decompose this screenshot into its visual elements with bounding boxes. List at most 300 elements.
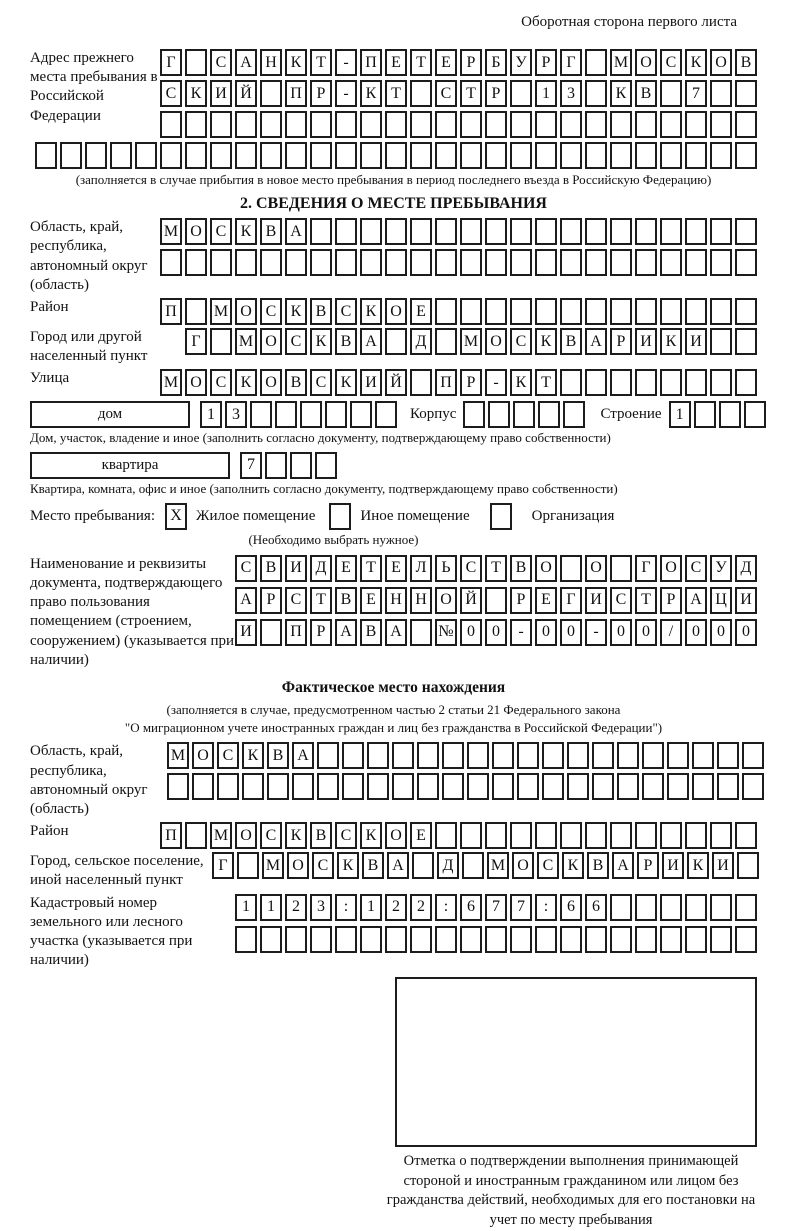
char-box: К xyxy=(510,369,532,396)
char-box: 7 xyxy=(240,452,262,479)
char-box xyxy=(610,822,632,849)
char-box xyxy=(719,401,741,428)
char-box: Р xyxy=(310,619,332,646)
char-box xyxy=(735,80,757,107)
char-box xyxy=(617,742,639,769)
char-box: Г xyxy=(635,555,657,582)
char-box: 7 xyxy=(485,894,507,921)
char-box xyxy=(585,142,607,169)
char-box: Е xyxy=(535,587,557,614)
char-box xyxy=(385,328,407,355)
char-box xyxy=(210,249,232,276)
char-box: О xyxy=(635,49,657,76)
char-box xyxy=(685,298,707,325)
char-box xyxy=(335,111,357,138)
char-box xyxy=(342,742,364,769)
char-box xyxy=(185,142,207,169)
char-box xyxy=(635,822,657,849)
char-box xyxy=(685,822,707,849)
char-box: В xyxy=(362,852,384,879)
char-box xyxy=(585,298,607,325)
region-field xyxy=(30,218,757,295)
prev-address-label: Адрес прежнего места пребывания в Российской Федерации xyxy=(30,50,158,124)
char-box xyxy=(685,142,707,169)
char-box xyxy=(535,926,557,953)
char-box xyxy=(485,926,507,953)
char-box: 0 xyxy=(485,619,507,646)
page-side-note: Оборотная сторона первого листа xyxy=(521,14,737,30)
stay-type-label: Место пребывания: xyxy=(30,507,155,524)
char-box: Й xyxy=(235,80,257,107)
char-box: О xyxy=(235,298,257,325)
char-box xyxy=(325,401,347,428)
char-box xyxy=(210,111,232,138)
char-box xyxy=(610,555,632,582)
char-box xyxy=(560,822,582,849)
char-box xyxy=(463,401,485,428)
char-box: В xyxy=(260,555,282,582)
char-box xyxy=(300,401,322,428)
char-box xyxy=(242,773,264,800)
char-box xyxy=(335,218,357,245)
char-box: Н xyxy=(260,49,282,76)
char-box: В xyxy=(310,298,332,325)
char-box xyxy=(360,111,382,138)
char-box: / xyxy=(660,619,682,646)
document-row-1 xyxy=(235,555,757,582)
char-box xyxy=(510,218,532,245)
char-box xyxy=(560,298,582,325)
char-box: 0 xyxy=(610,619,632,646)
char-box xyxy=(260,249,282,276)
char-box xyxy=(85,142,107,169)
char-box xyxy=(710,369,732,396)
char-box xyxy=(535,822,557,849)
char-box: К xyxy=(360,822,382,849)
char-box xyxy=(435,111,457,138)
char-box xyxy=(485,822,507,849)
document-row-3 xyxy=(235,619,757,646)
char-box: О xyxy=(512,852,534,879)
char-box xyxy=(660,249,682,276)
char-box: Е xyxy=(360,587,382,614)
char-box xyxy=(285,249,307,276)
char-box xyxy=(585,218,607,245)
char-box: П xyxy=(160,298,182,325)
char-box: С xyxy=(217,742,239,769)
char-box xyxy=(710,249,732,276)
char-box: Р xyxy=(260,587,282,614)
char-box: Т xyxy=(310,587,332,614)
actual-district-label: Район xyxy=(30,823,69,840)
char-box: А xyxy=(685,587,707,614)
char-box xyxy=(635,218,657,245)
char-box xyxy=(135,142,157,169)
char-box: Н xyxy=(385,587,407,614)
char-box: К xyxy=(285,298,307,325)
char-box xyxy=(342,773,364,800)
char-box: Е xyxy=(410,298,432,325)
char-box: В xyxy=(260,218,282,245)
char-box xyxy=(710,926,732,953)
stay-option-other-label: Иное помещение xyxy=(360,507,470,524)
char-box: - xyxy=(335,80,357,107)
char-box xyxy=(435,218,457,245)
char-box: О xyxy=(235,822,257,849)
char-box: Р xyxy=(660,587,682,614)
char-box: Т xyxy=(535,369,557,396)
char-box: Д xyxy=(735,555,757,582)
char-box: М xyxy=(460,328,482,355)
char-box: К xyxy=(360,298,382,325)
char-box xyxy=(350,401,372,428)
char-box xyxy=(185,298,207,325)
char-box: Г xyxy=(212,852,234,879)
char-box: К xyxy=(235,218,257,245)
char-box: К xyxy=(337,852,359,879)
char-box xyxy=(710,298,732,325)
char-box: Г xyxy=(160,49,182,76)
char-box: Н xyxy=(410,587,432,614)
char-box: К xyxy=(660,328,682,355)
prev-address-note: (заполняется в случае прибытия в новое место пребывания в период последнего въезда в Российскую Федерацию) xyxy=(75,172,712,187)
char-box xyxy=(267,773,289,800)
document-label: Наименование и реквизиты документа, подтверждающего право пользования помещением (строением, сооружением) (указывается при наличии) xyxy=(30,555,235,668)
char-box: 1 xyxy=(360,894,382,921)
char-box: В xyxy=(335,328,357,355)
char-box: В xyxy=(310,822,332,849)
char-box xyxy=(617,773,639,800)
char-box xyxy=(467,773,489,800)
char-box xyxy=(260,926,282,953)
char-box: Т xyxy=(460,80,482,107)
char-box xyxy=(660,142,682,169)
cadastral-field xyxy=(30,894,757,971)
char-box xyxy=(110,142,132,169)
char-box: М xyxy=(210,298,232,325)
char-box xyxy=(735,926,757,953)
char-box xyxy=(642,742,664,769)
char-box: 0 xyxy=(735,619,757,646)
char-box xyxy=(235,249,257,276)
city-field xyxy=(30,328,757,366)
char-box xyxy=(510,142,532,169)
char-box xyxy=(585,249,607,276)
char-box xyxy=(538,401,560,428)
char-box xyxy=(385,926,407,953)
char-box: 0 xyxy=(710,619,732,646)
char-box xyxy=(385,111,407,138)
char-box: 1 xyxy=(669,401,691,428)
char-box xyxy=(710,142,732,169)
char-box: И xyxy=(635,328,657,355)
char-box: О xyxy=(385,822,407,849)
char-box: П xyxy=(160,822,182,849)
char-box: Т xyxy=(410,49,432,76)
char-box xyxy=(542,742,564,769)
city-label: Город или другой населенный пункт xyxy=(30,329,148,365)
char-box xyxy=(635,111,657,138)
actual-location-note-line1: (заполняется в случае, предусмотренном частью 2 статьи 21 Федерального закона xyxy=(166,702,621,717)
char-box xyxy=(585,111,607,138)
char-box xyxy=(192,773,214,800)
char-box: М xyxy=(610,49,632,76)
char-box xyxy=(285,111,307,138)
char-box xyxy=(717,773,739,800)
char-box: С xyxy=(210,49,232,76)
char-box xyxy=(260,111,282,138)
char-box xyxy=(392,742,414,769)
char-box: В xyxy=(560,328,582,355)
apartment-note: Квартира, комната, офис и иное (заполнить согласно документу, подтверждающему право собственности) xyxy=(30,480,618,496)
char-box: С xyxy=(610,587,632,614)
char-box: И xyxy=(585,587,607,614)
char-box xyxy=(517,742,539,769)
apartment-box-label: квартира xyxy=(30,452,230,479)
char-box: К xyxy=(685,49,707,76)
char-box xyxy=(485,142,507,169)
char-box xyxy=(185,111,207,138)
char-box: К xyxy=(185,80,207,107)
char-box xyxy=(417,773,439,800)
char-box xyxy=(735,218,757,245)
char-box xyxy=(460,298,482,325)
char-box xyxy=(610,111,632,138)
korpus-label: Корпус xyxy=(410,406,457,423)
char-box: И xyxy=(235,619,257,646)
actual-location-title: Фактическое место нахождения xyxy=(281,679,506,696)
char-box: Д xyxy=(310,555,332,582)
char-box xyxy=(535,142,557,169)
char-box xyxy=(315,452,337,479)
char-box xyxy=(560,555,582,582)
char-box xyxy=(385,218,407,245)
char-box: И xyxy=(285,555,307,582)
char-box xyxy=(585,926,607,953)
char-box: 6 xyxy=(460,894,482,921)
char-box xyxy=(560,369,582,396)
char-box: И xyxy=(662,852,684,879)
region-label: Область, край, республика, автономный округ (область) xyxy=(30,219,148,293)
char-box: Т xyxy=(635,587,657,614)
char-box xyxy=(560,249,582,276)
char-box xyxy=(460,926,482,953)
char-box: А xyxy=(387,852,409,879)
char-box xyxy=(460,822,482,849)
street-row xyxy=(160,369,757,396)
char-box xyxy=(285,926,307,953)
actual-city-row xyxy=(212,852,759,879)
char-box xyxy=(310,111,332,138)
char-box: : xyxy=(535,894,557,921)
char-box: Г xyxy=(560,587,582,614)
char-box xyxy=(694,401,716,428)
char-box: М xyxy=(210,822,232,849)
district-field xyxy=(30,298,757,325)
char-box xyxy=(292,773,314,800)
char-box: С xyxy=(335,298,357,325)
actual-city-field xyxy=(30,852,757,890)
char-box xyxy=(735,822,757,849)
char-box xyxy=(642,773,664,800)
char-box xyxy=(610,249,632,276)
char-box xyxy=(560,111,582,138)
char-box xyxy=(692,773,714,800)
char-box xyxy=(635,894,657,921)
char-box xyxy=(265,452,287,479)
char-box xyxy=(385,142,407,169)
char-box xyxy=(60,142,82,169)
char-box xyxy=(185,822,207,849)
char-box xyxy=(560,142,582,169)
char-box: Ь xyxy=(435,555,457,582)
char-box: Т xyxy=(485,555,507,582)
actual-district-row xyxy=(160,822,757,849)
char-box: К xyxy=(310,328,332,355)
char-box xyxy=(488,401,510,428)
char-box: О xyxy=(660,555,682,582)
actual-location-note-line2: "О миграционном учете иностранных граждан и лиц без гражданства в Российской Федерации") xyxy=(124,720,663,736)
char-box: П xyxy=(360,49,382,76)
char-box: С xyxy=(260,298,282,325)
char-box xyxy=(710,218,732,245)
char-box xyxy=(660,218,682,245)
char-box xyxy=(410,926,432,953)
char-box: М xyxy=(160,369,182,396)
char-box: С xyxy=(285,587,307,614)
char-box: К xyxy=(285,822,307,849)
char-box xyxy=(510,822,532,849)
char-box xyxy=(635,298,657,325)
char-box xyxy=(585,369,607,396)
stay-option-organization-checkbox xyxy=(490,503,512,530)
char-box xyxy=(710,80,732,107)
char-box xyxy=(260,142,282,169)
char-box: С xyxy=(435,80,457,107)
char-box xyxy=(410,619,432,646)
char-box xyxy=(610,926,632,953)
char-box xyxy=(35,142,57,169)
char-box xyxy=(560,218,582,245)
char-box xyxy=(385,249,407,276)
stroenie-boxes xyxy=(669,401,766,428)
char-box: А xyxy=(235,49,257,76)
char-box xyxy=(610,894,632,921)
char-box: М xyxy=(487,852,509,879)
document-row-2 xyxy=(235,587,757,614)
region-row-1 xyxy=(160,218,757,245)
char-box xyxy=(710,328,732,355)
char-box: 3 xyxy=(560,80,582,107)
char-box xyxy=(210,328,232,355)
char-box xyxy=(635,249,657,276)
char-box xyxy=(412,852,434,879)
char-box: И xyxy=(210,80,232,107)
char-box xyxy=(367,742,389,769)
char-box: 0 xyxy=(560,619,582,646)
char-box: 0 xyxy=(635,619,657,646)
char-box: О xyxy=(585,555,607,582)
char-box: - xyxy=(335,49,357,76)
apartment-row xyxy=(30,452,757,479)
char-box xyxy=(460,142,482,169)
char-box xyxy=(667,742,689,769)
char-box: В xyxy=(587,852,609,879)
char-box: О xyxy=(535,555,557,582)
char-box xyxy=(560,926,582,953)
street-field xyxy=(30,369,757,396)
char-box: С xyxy=(660,49,682,76)
char-box: Р xyxy=(460,369,482,396)
char-box xyxy=(635,369,657,396)
char-box xyxy=(442,742,464,769)
district-row xyxy=(160,298,757,325)
stay-type-note: (Необходимо выбрать нужное) xyxy=(248,531,419,547)
char-box: 6 xyxy=(560,894,582,921)
char-box xyxy=(310,926,332,953)
char-box xyxy=(260,619,282,646)
char-box: М xyxy=(167,742,189,769)
char-box: 6 xyxy=(585,894,607,921)
char-box: Й xyxy=(385,369,407,396)
char-box: С xyxy=(210,218,232,245)
actual-region-row-2 xyxy=(167,773,764,800)
char-box xyxy=(585,80,607,107)
char-box: С xyxy=(210,369,232,396)
char-box: О xyxy=(710,49,732,76)
char-box: Г xyxy=(185,328,207,355)
char-box xyxy=(735,249,757,276)
char-box: В xyxy=(285,369,307,396)
char-box: К xyxy=(687,852,709,879)
actual-city-label: Город, сельское поселение, иной населенный пункт xyxy=(30,853,204,889)
char-box: И xyxy=(360,369,382,396)
char-box: С xyxy=(685,555,707,582)
actual-location-note xyxy=(30,701,757,737)
char-box: В xyxy=(735,49,757,76)
char-box: А xyxy=(360,328,382,355)
char-box: О xyxy=(185,369,207,396)
prev-address-row-4 xyxy=(30,142,757,169)
house-note: Дом, участок, владение и иное (заполнить согласно документу, подтверждающему право собственности) xyxy=(30,430,611,446)
stay-option-other-checkbox xyxy=(329,503,351,530)
char-box: Р xyxy=(310,80,332,107)
char-box xyxy=(310,142,332,169)
char-box xyxy=(737,852,759,879)
char-box: К xyxy=(610,80,632,107)
region-row-2 xyxy=(160,249,757,276)
korpus-boxes xyxy=(463,401,585,428)
char-box xyxy=(160,249,182,276)
char-box: 1 xyxy=(200,401,222,428)
char-box: К xyxy=(285,49,307,76)
house-number-boxes xyxy=(200,401,397,428)
char-box xyxy=(685,369,707,396)
actual-region-label: Область, край, республика, автономный округ (область) xyxy=(30,743,148,817)
char-box: 7 xyxy=(685,80,707,107)
char-box xyxy=(410,142,432,169)
char-box xyxy=(250,401,272,428)
char-box: Р xyxy=(610,328,632,355)
char-box: С xyxy=(285,328,307,355)
char-box xyxy=(710,894,732,921)
char-box: О xyxy=(192,742,214,769)
char-box xyxy=(585,49,607,76)
char-box: Р xyxy=(535,49,557,76)
char-box: В xyxy=(360,619,382,646)
char-box xyxy=(367,773,389,800)
char-box xyxy=(592,773,614,800)
